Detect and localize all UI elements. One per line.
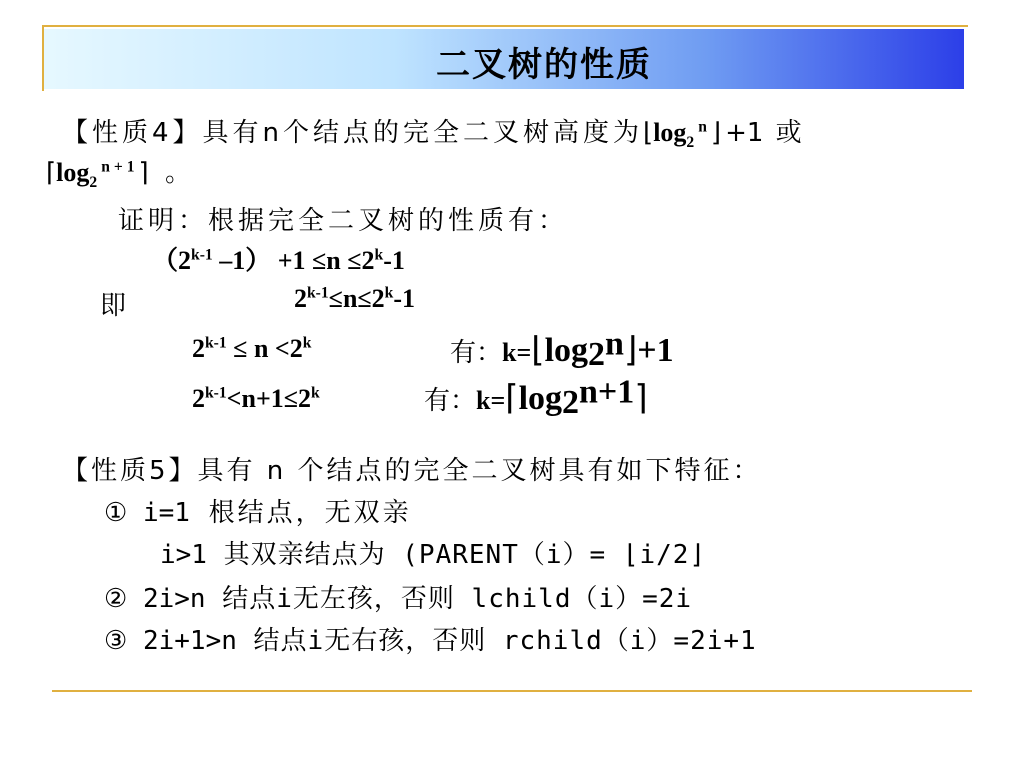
line3-n: n [605,325,624,363]
proof-line-3-result [450,325,674,374]
line4-exp: k-1 [205,384,227,402]
feature-2 [104,578,692,615]
or-text: 或 [763,118,806,148]
item-3-description: 结点i无右孩，否则 rchild（i）=2i+1 [236,626,757,656]
item-1b-condition: i>1 [160,540,207,570]
plus-one: +1 [725,118,764,148]
top-divider [42,25,968,27]
line3-a: 2 [192,334,205,363]
floor-close: ⌋ [710,118,726,147]
property-5-line [62,450,762,487]
slide-title: 二叉树的性质 [436,45,652,85]
property-4-text: 具有n个结点的完全二叉树高度为 [202,118,644,148]
proof-heading: 证明：根据完全二叉树的性质有： [118,206,569,236]
line3-exp2: k [302,334,312,352]
item-1b-description: 其双亲结点为 (PARENT（i）= ⌊i/2⌋ [206,540,707,570]
ceil-open: ⌈ [46,158,57,187]
log-base: 2 [686,134,699,152]
line4-exp2: k [311,384,320,402]
k-eq-2: k= [476,386,506,415]
line1-end: -1 [383,246,405,275]
feature-3 [104,620,757,657]
line2-exp: k-1 [307,284,329,302]
log-base-2: 2 [89,174,102,192]
line4-ceil-open: ⌈ [505,380,519,417]
item-2-condition: 2i>n [127,584,206,614]
item-1-description: 根结点，无双亲 [189,498,412,528]
item-1-number: ① [104,498,128,528]
line1-tail: +1 ≤n ≤2 [271,246,375,275]
line4-b: <n+1≤2 [226,384,312,413]
line3-floor-open: ⌊ [531,332,545,369]
you-label: 有： [450,338,503,368]
line2-exp2: k [384,284,394,302]
line4-log: log [518,380,563,417]
log-text-2: log [56,158,90,187]
item-3-number: ③ [104,626,128,656]
line1-open: （2 [152,246,192,275]
line3-log: log [544,332,589,369]
log-exp-2: n+1 [101,158,139,176]
item-1-condition: i=1 [127,498,190,528]
line1-rest: –1） [212,246,272,275]
line1-exp: k-1 [191,246,213,264]
floor-open: ⌊ [643,118,654,147]
line4-ceil-close: ⌉ [634,380,648,417]
property-4-line-2 [46,152,195,192]
proof-line-4 [192,384,320,414]
property-4-line [62,112,806,152]
title-bar [44,29,964,89]
feature-1 [104,492,412,529]
line3-floor-close: ⌋ [623,332,638,369]
line4-a: 2 [192,384,205,413]
proof-line-1 [152,240,405,277]
line4-n1: n+1 [579,373,635,411]
line2-a: 2 [294,284,307,313]
log-exp: n [698,118,711,136]
line2-c: -1 [393,284,416,313]
proof-line-2 [294,284,415,314]
item-2-number: ② [104,584,128,614]
period: 。 [152,158,195,188]
property-5-text: 具有 n 个结点的完全二叉树具有如下特征： [197,456,762,486]
ceil-close: ⌉ [138,158,153,187]
item-3-condition: 2i+1>n [127,626,237,656]
ji-label: 即 [100,291,131,321]
line2-b: ≤n≤2 [328,284,385,313]
line3-base: 2 [588,336,606,374]
log-text: log [653,118,687,147]
line3-exp: k-1 [205,334,227,352]
you-label-2: 有： [424,386,477,416]
line1-exp2: k [374,246,384,264]
feature-1b [160,534,706,571]
item-2-description: 结点i无左孩，否则 lchild（i）=2i [205,584,693,614]
line3-plus: +1 [637,332,674,369]
property-4-label: 【性质4】 [62,118,203,148]
proof-line-4-result [424,373,648,422]
proof-line-3 [192,334,311,364]
line4-base: 2 [562,384,580,422]
line3-b: ≤ n <2 [226,334,303,363]
property-5-label: 【性质5】 [62,456,198,486]
k-eq: k= [502,338,532,367]
bottom-divider [52,690,972,692]
